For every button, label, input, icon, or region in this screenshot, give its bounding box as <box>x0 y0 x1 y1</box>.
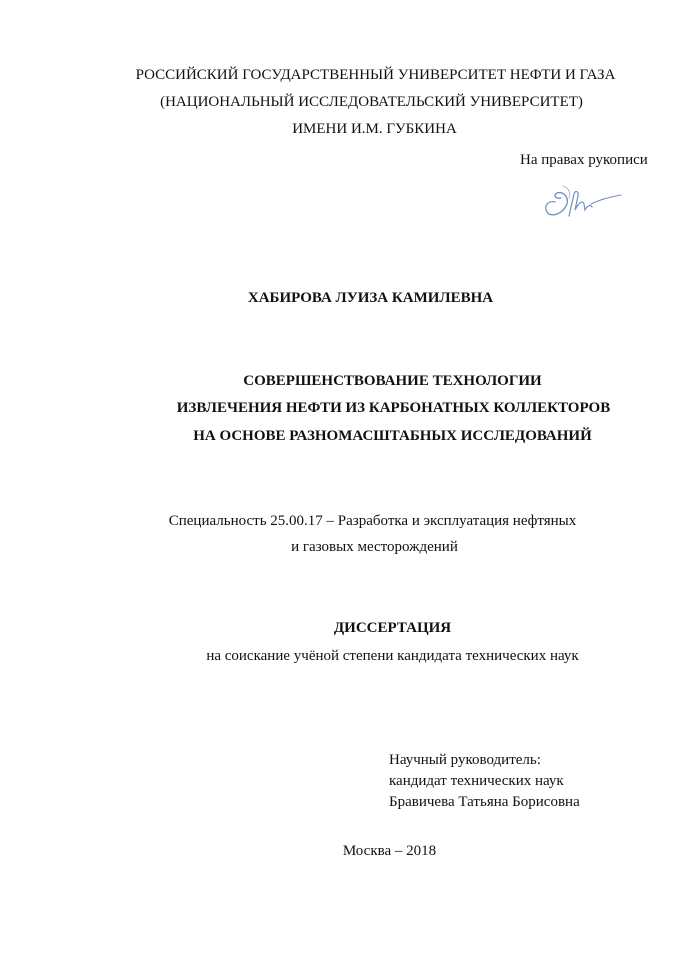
city-year: Москва – 2018 <box>342 843 437 859</box>
dissertation-title-line1: СОВЕРШЕНСТВОВАНИЕ ТЕХНОЛОГИИ <box>243 373 542 389</box>
document-type-heading: ДИССЕРТАЦИЯ <box>333 620 452 636</box>
supervisor-label: Научный руководитель: <box>389 752 541 768</box>
supervisor-name: Бравичева Татьяна Борисовна <box>389 794 580 810</box>
signature-icon <box>541 180 623 222</box>
dissertation-title-line2: ИЗВЛЕЧЕНИЯ НЕФТИ ИЗ КАРБОНАТНЫХ КОЛЛЕКТОРОВ <box>176 400 611 416</box>
supervisor-rank: кандидат технических наук <box>389 773 564 789</box>
manuscript-rights-note: На правах рукописи <box>520 152 648 168</box>
university-name-line3: ИМЕНИ И.М. ГУБКИНА <box>292 121 457 137</box>
degree-description: на соискание учёной степени кандидата технических наук <box>206 648 579 664</box>
author-name: ХАБИРОВА ЛУИЗА КАМИЛЕВНА <box>247 290 494 306</box>
university-name-line2: (НАЦИОНАЛЬНЫЙ ИССЛЕДОВАТЕЛЬСКИЙ УНИВЕРСИТЕТ) <box>160 94 583 110</box>
university-name-line1: РОССИЙСКИЙ ГОСУДАРСТВЕННЫЙ УНИВЕРСИТЕТ НЕФТИ И ГАЗА <box>135 67 616 83</box>
dissertation-title-line3: НА ОСНОВЕ РАЗНОМАСШТАБНЫХ ИССЛЕДОВАНИЙ <box>193 428 592 444</box>
specialty-line2: и газовых месторождений <box>291 539 458 555</box>
specialty-line1: Специальность 25.00.17 – Разработка и эксплуатация нефтяных <box>168 513 577 529</box>
